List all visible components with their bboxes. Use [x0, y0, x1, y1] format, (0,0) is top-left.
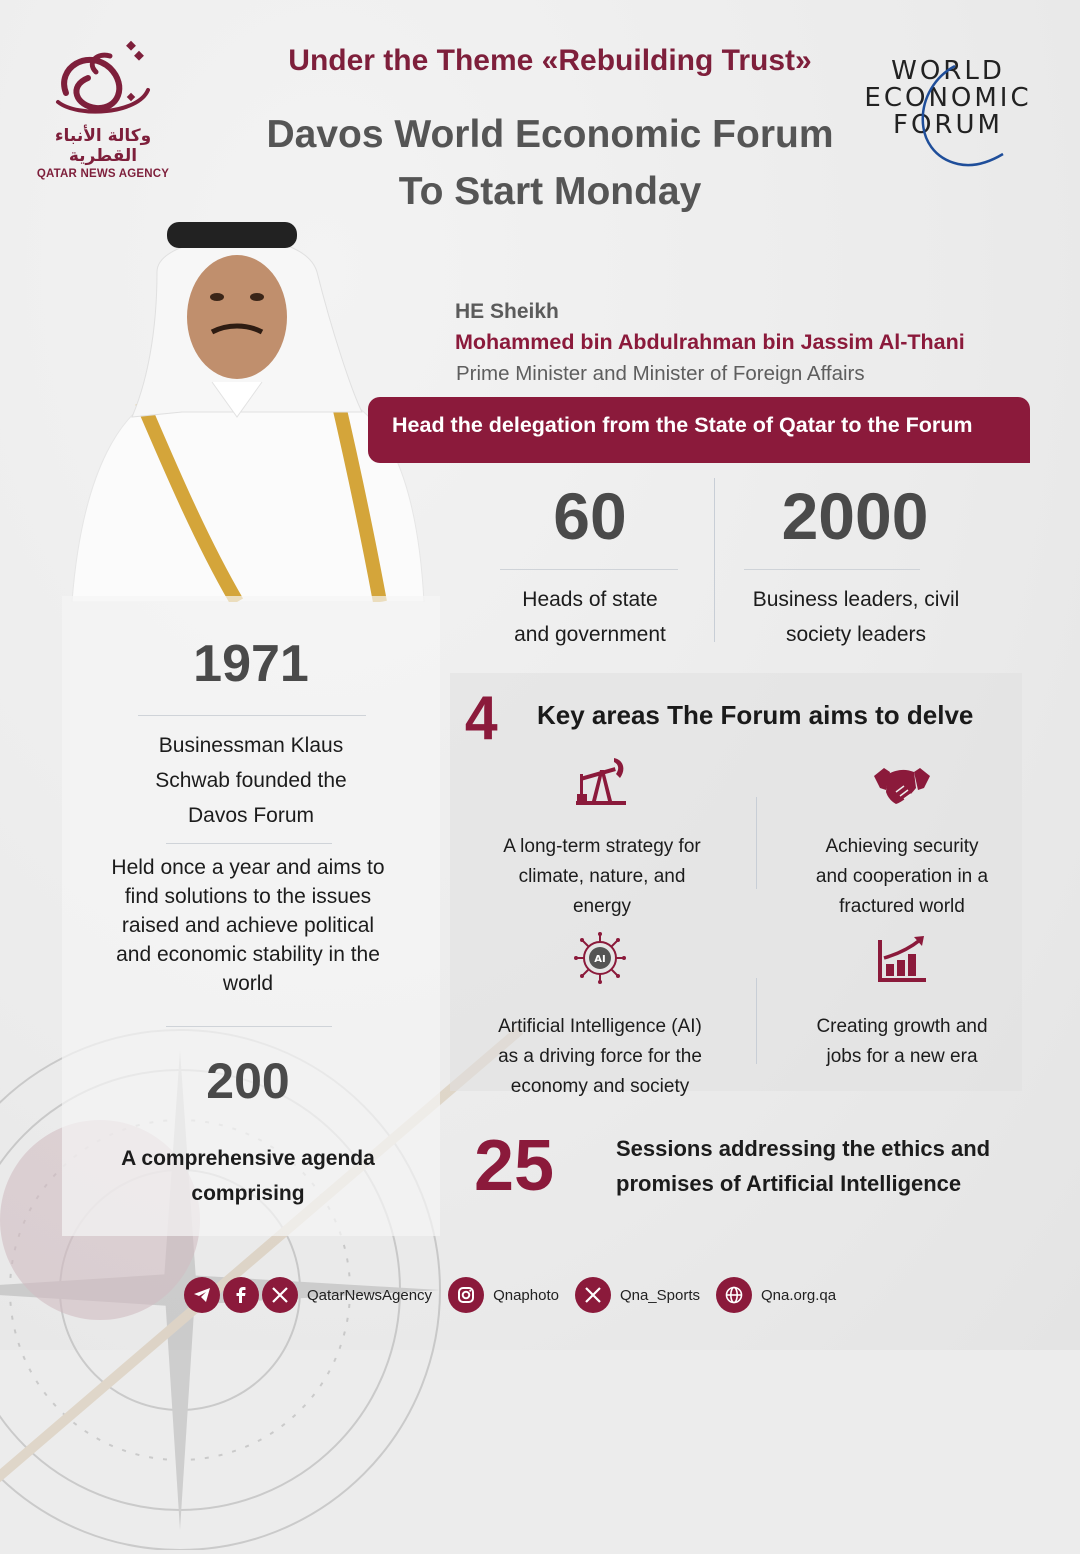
- wef-logo-line-2: ECONOMIC: [864, 83, 1032, 113]
- stat-heads-value: 60: [553, 479, 627, 553]
- purpose-text: [62, 853, 434, 998]
- vertical-divider: [756, 797, 757, 889]
- oil-pump-icon: [572, 752, 632, 808]
- founded-year: 1971: [193, 635, 309, 693]
- key-area-line: energy: [572, 896, 632, 917]
- stat-heads-label: [480, 582, 700, 652]
- title-line-2: To Start Monday: [398, 170, 702, 213]
- key-area-line: Achieving security: [825, 836, 979, 857]
- key-area-security: [772, 832, 1032, 922]
- wef-logo: [858, 58, 1038, 168]
- qna-logo: [28, 38, 178, 180]
- key-area-line: Artificial Intelligence (AI): [498, 1016, 702, 1037]
- key-area-line: economy and society: [510, 1076, 690, 1097]
- agency-name-english: QATAR NEWS AGENCY: [36, 168, 170, 180]
- agenda-line-1: A comprehensive agenda: [121, 1147, 375, 1170]
- purpose-line-5: world: [222, 972, 274, 995]
- key-area-line: climate, nature, and: [518, 866, 686, 887]
- stat-leaders-value: 2000: [781, 479, 929, 553]
- founded-line-3: Davos Forum: [187, 804, 315, 827]
- page-title: [230, 106, 870, 220]
- divider: [166, 1026, 332, 1027]
- instagram-handle-link[interactable]: Qnaphoto: [493, 1286, 559, 1304]
- facebook-icon[interactable]: [223, 1277, 259, 1313]
- sessions-label-line-1: Sessions addressing the ethics and: [616, 1136, 991, 1161]
- vertical-divider: [756, 978, 757, 1064]
- purpose-line-1: Held once a year and aims to: [111, 856, 385, 879]
- stat-heads-label-line-1: Heads of state: [522, 588, 658, 611]
- key-area-ai: [470, 1012, 730, 1102]
- instagram-icon[interactable]: [448, 1277, 484, 1313]
- social-footer: [184, 1276, 852, 1314]
- key-area-line: as a driving force for the: [498, 1046, 702, 1067]
- divider: [500, 569, 678, 570]
- key-area-line: jobs for a new era: [826, 1046, 978, 1067]
- honorific: HE Sheikh: [455, 300, 559, 323]
- founded-line-1: Businessman Klaus: [158, 734, 344, 757]
- x-icon[interactable]: [262, 1277, 298, 1313]
- x-sports-icon[interactable]: [575, 1277, 611, 1313]
- agency-name-arabic: وكالة الأنباء القطرية: [54, 126, 152, 166]
- divider: [166, 843, 332, 844]
- person-name: Mohammed bin Abdulrahman bin Jassim Al-Thani: [455, 330, 965, 354]
- agenda-value: 200: [206, 1053, 290, 1109]
- wef-arc-icon: [858, 58, 1038, 168]
- stat-leaders-label: [726, 582, 986, 652]
- main-handle-link[interactable]: QatarNewsAgency: [307, 1286, 433, 1304]
- website-link[interactable]: Qna.org.qa: [761, 1286, 837, 1304]
- key-areas-title: Key areas The Forum aims to delve: [537, 700, 974, 730]
- ai-label: AI: [594, 954, 606, 965]
- key-area-line: and cooperation in a: [815, 866, 989, 887]
- delegation-banner: Head the delegation from the State of Qatar to the Forum: [368, 397, 1030, 463]
- key-areas-count: 4: [464, 684, 498, 753]
- key-area-line: fractured world: [839, 896, 965, 917]
- globe-icon[interactable]: [716, 1277, 752, 1313]
- key-area-line: A long-term strategy for: [503, 836, 701, 857]
- key-area-growth: [772, 1012, 1032, 1072]
- stat-heads-label-line-2: and government: [514, 623, 666, 646]
- purpose-line-2: find solutions to the issues: [124, 885, 372, 908]
- x-sports-handle-link[interactable]: Qna_Sports: [619, 1286, 700, 1304]
- key-area-line: Creating growth and: [816, 1016, 988, 1037]
- stat-leaders-label-line-2: society leaders: [785, 623, 927, 646]
- wef-logo-line-3: FORUM: [893, 110, 1003, 140]
- ai-chip-icon: [570, 930, 630, 986]
- stat-leaders-label-line-1: Business leaders, civil: [752, 588, 960, 611]
- theme-subtitle: Under the Theme «Rebuilding Trust»: [288, 44, 812, 77]
- wef-logo-line-1: WORLD: [891, 56, 1005, 86]
- vertical-divider: [714, 478, 715, 642]
- divider: [138, 715, 366, 716]
- divider: [744, 569, 920, 570]
- handshake-icon: [872, 762, 932, 812]
- founded-line-2: Schwab founded the: [155, 769, 347, 792]
- founded-text: [62, 728, 440, 833]
- agenda-line-2: comprising: [191, 1182, 305, 1205]
- qna-emblem-icon: [48, 38, 158, 118]
- sessions-count: 25: [474, 1126, 555, 1206]
- agenda-text: [62, 1141, 434, 1211]
- title-line-1: Davos World Economic Forum: [266, 113, 834, 156]
- purpose-line-4: and economic stability in the: [116, 943, 380, 966]
- telegram-icon[interactable]: [184, 1277, 220, 1313]
- growth-chart-icon: [874, 934, 928, 984]
- sessions-label-line-2: promises of Artificial Intelligence: [616, 1171, 962, 1196]
- key-area-climate: [472, 832, 732, 922]
- purpose-line-3: raised and achieve political: [121, 914, 375, 937]
- sessions-label: [616, 1131, 990, 1201]
- person-role: Prime Minister and Minister of Foreign Affairs: [456, 362, 865, 385]
